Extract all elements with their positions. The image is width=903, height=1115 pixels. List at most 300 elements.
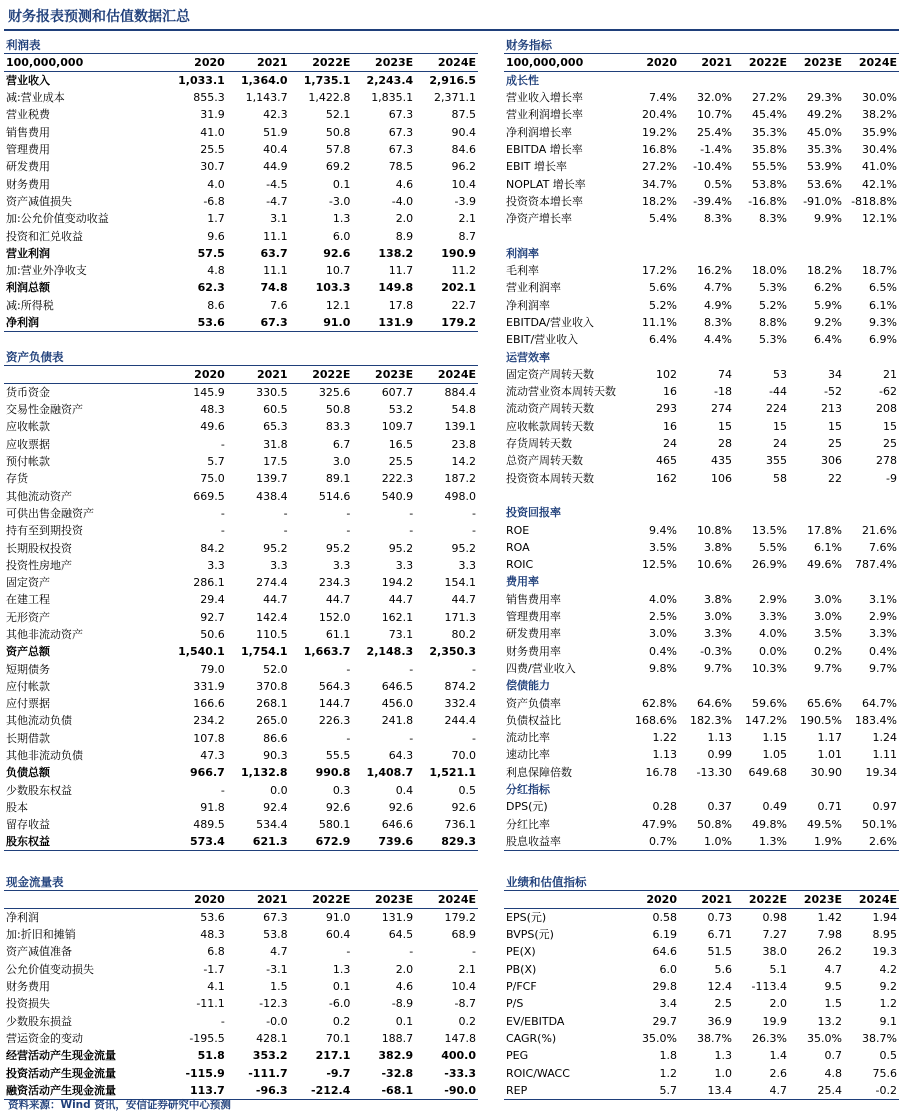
row-value: 3.3: [270, 558, 288, 572]
row-value: 9.8%: [649, 661, 677, 675]
year-header: 2023E: [789, 891, 844, 909]
row-value: 7.4%: [649, 91, 677, 105]
year-header: 2024E: [415, 891, 478, 909]
row-value: 13.4: [679, 1082, 734, 1100]
row-value: 0.98: [762, 911, 787, 924]
title-divider: [4, 29, 899, 31]
row-value: 1,735.1: [303, 74, 351, 87]
year-header: 2021: [227, 54, 290, 72]
table-row: [4, 193, 478, 210]
row-value: 6.7: [332, 437, 351, 451]
table-row: [504, 227, 899, 244]
row-value: [844, 72, 899, 90]
row-value: 19.3: [872, 945, 897, 959]
row-value: 0.0%: [759, 644, 787, 658]
row-value: 29.4: [200, 593, 225, 607]
row-value: 739.6: [352, 833, 415, 851]
row-value: 67.3: [388, 143, 414, 157]
valuation-panel: [504, 873, 899, 1100]
table-row: [4, 1064, 478, 1081]
row-value: 3.1%: [869, 592, 897, 606]
row-value: 145.9: [193, 386, 225, 399]
row-value: 6.5%: [869, 281, 897, 295]
row-value: 38.2%: [862, 108, 897, 122]
table-row: [504, 1047, 899, 1064]
row-value: -96.3: [227, 1082, 290, 1100]
row-value: 48.3: [200, 403, 225, 417]
row-value: 3.3%: [759, 610, 787, 624]
table-row: [504, 781, 899, 798]
row-value: -32.8: [381, 1066, 414, 1080]
row-label: 净利润: [6, 911, 39, 924]
row-value: 0.4: [395, 783, 414, 797]
row-value: 8.3%: [759, 212, 787, 226]
row-value: 53.8%: [752, 177, 787, 191]
row-value: 3.0%: [814, 610, 842, 624]
row-value: 84.6: [451, 143, 476, 157]
row-label: 应收帐款周转天数: [506, 419, 594, 433]
table-row: [504, 348, 899, 365]
row-value: 3.3: [332, 558, 351, 572]
row-value: 1.3%: [734, 833, 789, 851]
row-value: 96.2: [451, 160, 476, 174]
table-row: [4, 470, 478, 487]
row-value: -: [283, 506, 288, 520]
row-value: 10.4: [451, 177, 476, 191]
table-row: [504, 175, 899, 192]
row-value: 1.0: [714, 1066, 732, 1080]
row-value: 1.2: [659, 1066, 677, 1080]
row-value: -113.4: [751, 980, 787, 994]
row-label: 偿债能力: [506, 679, 550, 693]
row-value: [624, 227, 679, 244]
row-value: 86.6: [263, 731, 288, 745]
row-value: 6.9%: [869, 333, 897, 347]
table-row: [4, 245, 478, 262]
row-value: 13.2: [817, 1014, 842, 1028]
table-row: [4, 401, 478, 418]
row-value: 12.5%: [642, 558, 677, 572]
row-value: 51.9: [263, 125, 288, 139]
row-value: 95.2: [325, 541, 351, 555]
row-value: 27.2%: [752, 91, 787, 105]
row-value: -: [346, 731, 351, 745]
row-value: -195.5: [189, 1031, 225, 1045]
row-label: 其他流动负债: [6, 714, 72, 728]
row-value: [734, 72, 789, 90]
table-row: [4, 833, 478, 851]
table-row: [4, 384, 478, 402]
row-value: 1.3: [332, 212, 351, 226]
row-value: -: [346, 524, 351, 538]
row-label: 加:营业外净收支: [6, 264, 87, 278]
row-value: 2.1: [458, 962, 476, 976]
row-value: 190.9: [441, 246, 476, 260]
row-value: 18.2%: [642, 194, 677, 208]
year-header: 2022E: [734, 54, 789, 72]
row-label: 分红指标: [506, 783, 550, 797]
row-value: 0.2: [332, 1014, 351, 1028]
row-label: [504, 227, 624, 244]
table-row: [504, 539, 899, 556]
row-value: 1,754.1: [240, 645, 288, 659]
row-value: 1.2: [879, 997, 897, 1011]
row-value: 41.0: [200, 125, 225, 139]
row-value: 83.3: [325, 420, 351, 434]
row-value: [734, 487, 789, 504]
table-row: [504, 383, 899, 400]
row-label: P/FCF: [506, 980, 537, 994]
row-value: 353.2: [252, 1049, 288, 1063]
row-label: 公允价值变动损失: [6, 962, 94, 976]
cashflow-column-header: [4, 891, 478, 909]
row-value: 6.0: [659, 962, 677, 976]
row-label: 预付帐款: [6, 455, 50, 469]
row-value: 6.8: [207, 945, 225, 959]
row-label: 净资产增长率: [506, 212, 572, 226]
row-value: 19.34: [865, 765, 897, 779]
row-value: -6.8: [203, 194, 225, 208]
row-label: 短期债务: [6, 662, 50, 676]
row-value: 26.2: [817, 945, 842, 959]
row-value: [789, 227, 844, 244]
row-value: 0.99: [707, 748, 732, 762]
table-row: [504, 314, 899, 331]
row-value: 787.4%: [855, 558, 897, 572]
balance-table: [4, 366, 478, 851]
row-value: -: [472, 731, 476, 745]
table-row: [4, 816, 478, 833]
table-row: [4, 961, 478, 978]
row-label: EBITDA 增长率: [506, 143, 583, 157]
row-value: 1,033.1: [178, 74, 225, 87]
row-value: [789, 677, 844, 694]
row-value: -: [409, 731, 414, 745]
row-label: CAGR(%): [506, 1031, 557, 1045]
table-row: [4, 926, 478, 943]
row-value: 131.9: [381, 911, 414, 924]
row-label: 财务费用率: [506, 644, 561, 658]
ratios-column-header: [504, 54, 899, 72]
table-row: [4, 453, 478, 470]
row-value: 3.4: [659, 997, 677, 1011]
row-value: 331.9: [193, 679, 225, 693]
year-header: 2021: [679, 54, 734, 72]
row-value: 16.8%: [642, 143, 677, 157]
row-value: 30.4%: [862, 143, 897, 157]
row-value: [789, 781, 844, 798]
table-row: [504, 435, 899, 452]
row-label: 减:营业成本: [6, 91, 65, 105]
row-value: 5.3%: [759, 333, 787, 347]
ratios-table: [504, 54, 899, 851]
row-value: 26.3%: [752, 1031, 787, 1045]
row-value: 8.3%: [704, 212, 732, 226]
table-row: [4, 1047, 478, 1064]
ratios-unit-label: 100,000,000: [504, 54, 624, 72]
row-value: 4.0%: [759, 627, 787, 641]
row-value: 11.2: [451, 264, 476, 278]
row-label: 在建工程: [6, 593, 50, 607]
row-value: 11.1%: [642, 316, 677, 329]
row-value: 65.6%: [807, 696, 842, 710]
row-value: 139.1: [444, 420, 476, 434]
row-value: 8.9: [395, 229, 414, 243]
row-value: 53.6: [200, 911, 225, 924]
row-label: 应付票据: [6, 697, 50, 711]
row-value: 224: [766, 402, 787, 416]
row-value: 489.5: [193, 818, 225, 832]
row-value: 1,521.1: [429, 766, 476, 780]
row-value: 325.6: [318, 386, 351, 399]
row-value: 64.3: [388, 749, 414, 763]
row-value: 25.5: [388, 455, 414, 469]
table-row: [504, 1030, 899, 1047]
row-value: 91.0: [290, 314, 353, 332]
row-value: 3.3: [395, 558, 414, 572]
row-value: 18.7%: [862, 264, 897, 278]
row-value: 4.7%: [704, 281, 732, 295]
row-value: 50.8%: [697, 817, 732, 831]
row-value: 222.3: [381, 472, 414, 486]
row-value: 1,835.1: [371, 91, 414, 105]
row-value: 79.0: [200, 662, 225, 676]
row-label: 投资活动产生现金流量: [6, 1066, 116, 1080]
row-label: BVPS(元): [506, 928, 554, 942]
row-value: 2,916.5: [429, 74, 476, 87]
row-value: 9.7%: [814, 661, 842, 675]
row-value: 514.6: [318, 489, 351, 503]
row-value: 30.90: [810, 765, 842, 779]
row-value: 3.8%: [704, 540, 732, 554]
row-value: 25: [828, 437, 842, 451]
row-value: 144.7: [318, 697, 351, 711]
row-label: 营业利润率: [506, 281, 561, 295]
row-label: 流动比率: [506, 731, 550, 745]
row-value: 109.7: [381, 420, 414, 434]
row-value: 564.3: [318, 679, 351, 693]
row-value: -10.4%: [693, 160, 732, 174]
row-value: 736.1: [444, 818, 476, 832]
row-value: -: [220, 524, 225, 538]
row-value: 53: [773, 367, 787, 381]
row-value: 91.8: [200, 800, 225, 814]
row-value: 4.7: [734, 1082, 789, 1100]
year-header: 2023E: [352, 891, 415, 909]
row-value: 4.8: [824, 1066, 842, 1080]
row-value: 6.1%: [814, 540, 842, 554]
row-value: 19.2%: [642, 125, 677, 139]
row-label: PE(X): [506, 945, 536, 959]
row-value: 44.9: [263, 160, 288, 174]
row-value: 9.5: [824, 980, 842, 994]
row-value: 1,132.8: [240, 766, 288, 780]
table-row: [4, 609, 478, 626]
row-value: 92.6: [388, 800, 414, 814]
row-value: 1.42: [817, 911, 842, 924]
table-row: [504, 643, 899, 660]
row-value: 0.2%: [814, 644, 842, 658]
balance-header: 资产负债表: [4, 348, 478, 366]
row-value: 50.8: [325, 403, 351, 417]
row-value: 6.1%: [869, 298, 897, 312]
row-value: 498.0: [444, 489, 476, 503]
row-label: 财务费用: [6, 177, 50, 191]
row-value: 9.3%: [869, 316, 897, 329]
row-value: 194.2: [381, 576, 414, 590]
row-value: 0.5: [458, 783, 476, 797]
row-value: 45.0%: [807, 125, 842, 139]
row-value: 92.6: [451, 800, 476, 814]
row-value: -12.3: [259, 997, 288, 1011]
table-row: [504, 746, 899, 763]
row-value: 4.4%: [704, 333, 732, 347]
row-value: -: [346, 662, 351, 676]
year-header: 2021: [227, 366, 290, 384]
row-value: -: [472, 945, 476, 959]
table-row: [504, 961, 899, 978]
row-value: 884.4: [444, 386, 476, 399]
row-value: 22.7: [451, 298, 476, 312]
row-label: 少数股东权益: [6, 783, 72, 797]
row-label: DPS(元): [506, 800, 548, 814]
row-label: 营运资金的变动: [6, 1031, 83, 1045]
row-value: -33.3: [444, 1066, 476, 1080]
row-value: 52.0: [263, 662, 288, 676]
row-value: 456.0: [381, 697, 414, 711]
row-value: 17.5: [263, 455, 288, 469]
row-value: 188.7: [381, 1031, 414, 1045]
row-value: 278: [876, 454, 897, 468]
row-value: 11.1: [263, 229, 288, 243]
row-value: -: [472, 524, 476, 538]
row-value: 4.0: [207, 177, 225, 191]
table-row: [504, 106, 899, 123]
row-value: -111.7: [248, 1066, 288, 1080]
row-value: -4.7: [266, 194, 288, 208]
row-label: PEG: [506, 1049, 529, 1063]
row-value: 28: [718, 437, 732, 451]
row-value: 1.3: [332, 962, 351, 976]
row-value: 2,243.4: [366, 74, 414, 87]
row-label: EBIT/营业收入: [506, 333, 579, 347]
year-header: 2021: [679, 891, 734, 909]
row-value: 966.7: [190, 766, 225, 780]
row-value: 9.9%: [814, 212, 842, 226]
row-label: 加:公允价值变动收益: [6, 212, 109, 226]
row-value: 131.9: [352, 314, 415, 332]
row-value: 0.1: [332, 177, 351, 191]
row-value: -: [472, 662, 476, 676]
table-row: [504, 660, 899, 677]
row-value: 147.8: [444, 1031, 476, 1045]
row-value: 41.0%: [862, 160, 897, 174]
row-value: 95.2: [263, 541, 288, 555]
ratios-header: 财务指标: [504, 36, 899, 54]
row-value: 1.5: [270, 980, 288, 994]
row-value: -0.3%: [700, 644, 732, 658]
row-label: 可供出售金融资产: [6, 506, 94, 520]
row-value: 3.3: [458, 558, 476, 572]
table-row: [4, 557, 478, 574]
row-value: 67.3: [388, 125, 414, 139]
table-row: [504, 694, 899, 711]
row-value: 49.2%: [807, 108, 842, 122]
row-label: ROA: [506, 540, 530, 554]
row-value: 55.5%: [752, 160, 787, 174]
row-value: 649.68: [748, 765, 787, 779]
row-value: 5.3%: [759, 281, 787, 295]
row-value: [679, 72, 734, 90]
row-label: 加:折旧和摊销: [6, 928, 76, 942]
row-value: 7.27: [762, 928, 787, 942]
row-label: 其他非流动资产: [6, 628, 83, 641]
row-value: 6.0: [332, 229, 351, 243]
table-row: [4, 106, 478, 123]
row-value: 36.9: [707, 1014, 732, 1028]
row-value: 51.8: [197, 1049, 225, 1063]
row-value: 17.2%: [642, 264, 677, 278]
row-value: 438.4: [256, 489, 288, 503]
year-header: 2022E: [290, 891, 353, 909]
row-value: 540.9: [381, 489, 414, 503]
year-header: 2023E: [352, 54, 415, 72]
row-value: 92.4: [263, 800, 288, 814]
row-label: 成长性: [506, 74, 539, 87]
row-value: -8.7: [454, 997, 476, 1011]
row-value: [789, 504, 844, 521]
table-row: [4, 678, 478, 695]
row-value: 6.4%: [814, 333, 842, 347]
row-value: -0.2: [844, 1082, 899, 1100]
row-value: 1,364.0: [240, 74, 288, 87]
row-value: -3.9: [454, 194, 476, 208]
row-value: 64.6%: [697, 696, 732, 710]
row-value: 7.6%: [869, 540, 897, 554]
row-value: -9.7: [326, 1066, 351, 1080]
row-value: [789, 245, 844, 262]
row-value: [844, 573, 899, 590]
row-value: [624, 72, 679, 90]
row-value: [734, 348, 789, 365]
row-label: 净利润率: [506, 298, 550, 312]
table-row: [4, 72, 478, 90]
row-label: 投资资本周转天数: [506, 471, 594, 485]
row-value: 162: [656, 471, 677, 485]
row-label: 应付帐款: [6, 679, 50, 693]
row-value: 51.5: [707, 945, 732, 959]
table-row: [504, 926, 899, 943]
row-label: ROE: [506, 523, 530, 537]
row-value: 4.6: [395, 980, 414, 994]
row-label: 运营效率: [506, 350, 550, 364]
row-value: 26.9%: [752, 558, 787, 572]
row-value: 60.4: [325, 928, 351, 942]
valuation-column-header: [504, 891, 899, 909]
row-value: -1.4%: [700, 143, 732, 157]
row-value: -90.0: [415, 1082, 478, 1100]
row-label: PB(X): [506, 962, 537, 976]
row-value: 64.7%: [862, 696, 897, 710]
row-value: -8.9: [391, 997, 414, 1011]
row-value: 27.2%: [642, 160, 677, 174]
row-value: 17.8: [388, 298, 414, 312]
row-value: [679, 245, 734, 262]
row-value: -: [409, 945, 414, 959]
row-value: 13.5%: [752, 523, 787, 537]
row-value: 0.3: [332, 783, 351, 797]
row-value: 168.6%: [635, 713, 677, 727]
